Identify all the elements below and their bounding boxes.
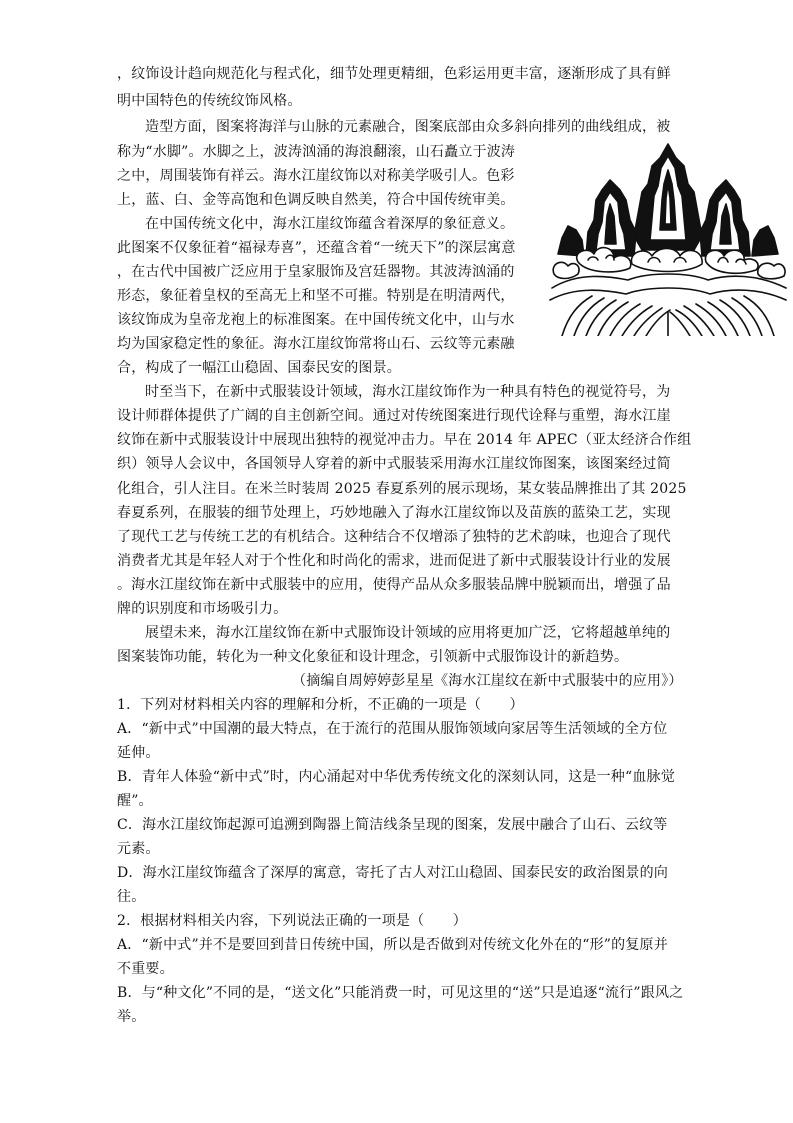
option-line: C．海水江崖纹饰起源可追溯到陶器上简洁线条呈现的图案，发展中融合了山石、云纹等 [117, 817, 668, 833]
article-line: 合，构成了一幅江山稳固、国泰民安的图景。 [117, 360, 401, 376]
article-line: 之中，周围装饰有祥云。海水江崖纹饰以对称美学吸引人。色彩 [117, 168, 515, 184]
option-line: 不重要。 [117, 961, 174, 977]
option-line: 延伸。 [117, 745, 160, 761]
article-line: ，在古代中国被广泛应用于皇家服饰及宫廷器物。其波涛汹涌的 [117, 264, 515, 280]
article-line: 在中国传统文化中，海水江崖纹饰蕴含着深厚的象征意义。 [145, 216, 515, 232]
article-line: 设计师群体提供了广阔的自主创新空间。通过对传统图案进行现代诠释与重塑，海水江崖 [117, 408, 671, 424]
option-line: 醒”。 [117, 793, 153, 809]
article-line: 。海水江崖纹饰在新中式服装中的应用，使得产品从众多服装品牌中脱颖而出，增强了品 [117, 577, 671, 593]
question-line: 2．根据材料相关内容，下列说法正确的一项是（ ） [117, 913, 467, 929]
article-line: 造型方面，图案将海洋与山脉的元素融合，图案底部由众多斜向排列的曲线组成，被 [145, 119, 671, 135]
source-citation: （摘编自周婷婷彭星星《海水江崖纹在新中式服装中的应用》） [292, 673, 683, 689]
article-line: 称为“水脚”。水脚之上，波涛汹涌的海浪翻滚，山石矗立于波涛 [117, 144, 516, 160]
article-line: 纹饰在新中式服装设计中展现出独特的视觉冲击力。早在 2014 年 APEC（亚太经济合作组 [117, 432, 692, 448]
sea-cliff-pattern-icon [548, 140, 788, 336]
article-line: 消费者尤其是年轻人对于个性化和时尚化的需求，进而促进了新中式服装设计行业的发展 [117, 553, 671, 569]
article-line: 此图案不仅象征着“福禄寿喜”，还蕴含着“一统天下”的深层寓意 [117, 240, 516, 256]
article-line: 均为国家稳定性的象征。海水江崖纹饰常将山石、云纹等元素融 [117, 336, 515, 352]
article-line: 展望未来，海水江崖纹饰在新中式服饰设计领域的应用将更加广泛，它将超越单纯的 [145, 625, 671, 641]
option-line: B．青年人体验“新中式”时，内心涌起对中华优秀传统文化的深刻认同，这是一种“血脉觉 [117, 769, 675, 785]
article-line: 牌的识别度和市场吸引力。 [117, 601, 288, 617]
article-line: 明中国特色的传统纹饰风格。 [117, 93, 302, 109]
article-line: 化组合，引人注目。在米兰时装周 2025 春夏系列的展示现场，某女装品牌推出了其 2025 [117, 481, 687, 497]
article-line: 上，蓝、白、金等高饱和色调反映自然美，符合中国传统审美。 [117, 192, 515, 208]
article-line: 春夏系列，在服装的细节处理上，巧妙地融入了海水江崖纹饰以及苗族的蓝染工艺，实现 [117, 505, 671, 521]
option-line: B．与“种文化”不同的是，“送文化”只能消费一时，可见这里的“送”只是追逐“流行”跟风之 [117, 985, 684, 1001]
article-line: 该纹饰成为皇帝龙袍上的标准图案。在中国传统文化中，山与水 [117, 312, 515, 328]
article-line: 形态，象征着皇权的至高无上和坚不可摧。特别是在明清两代， [117, 288, 515, 304]
article-line: 时至当下，在新中式服装设计领域，海水江崖纹饰作为一种具有特色的视觉符号，为 [145, 384, 671, 400]
option-line: 往。 [117, 889, 146, 905]
option-line: 元素。 [117, 841, 160, 857]
article-line: 织）领导人会议中，各国领导人穿着的新中式服装采用海水江崖纹饰图案，该图案经过简 [117, 456, 671, 472]
option-line: 举。 [117, 1009, 146, 1025]
question-line: 1．下列对材料相关内容的理解和分析，不正确的一项是（ ） [117, 697, 524, 713]
option-line: A．“新中式”并不是要回到昔日传统中国，所以是否做到对传统文化外在的“形”的复原并 [117, 937, 668, 953]
option-line: D．海水江崖纹饰蕴含了深厚的寓意，寄托了古人对江山稳固、国泰民安的政治图景的向 [117, 865, 669, 881]
article-line: 了现代工艺与传统工艺的有机结合。这种结合不仅增添了独特的艺术韵味，也迎合了现代 [117, 529, 671, 545]
option-line: A．“新中式”中国潮的最大特点，在于流行的范围从服饰领域向家居等生活领域的全方位 [117, 721, 668, 737]
article-line: 图案装饰功能，转化为一种文化象征和设计理念，引领新中式服饰设计的新趋势。 [117, 649, 629, 665]
article-line: ，纹饰设计趋向规范化与程式化，细节处理更精细，色彩运用更丰富，逐渐形成了具有鲜 [117, 66, 671, 82]
